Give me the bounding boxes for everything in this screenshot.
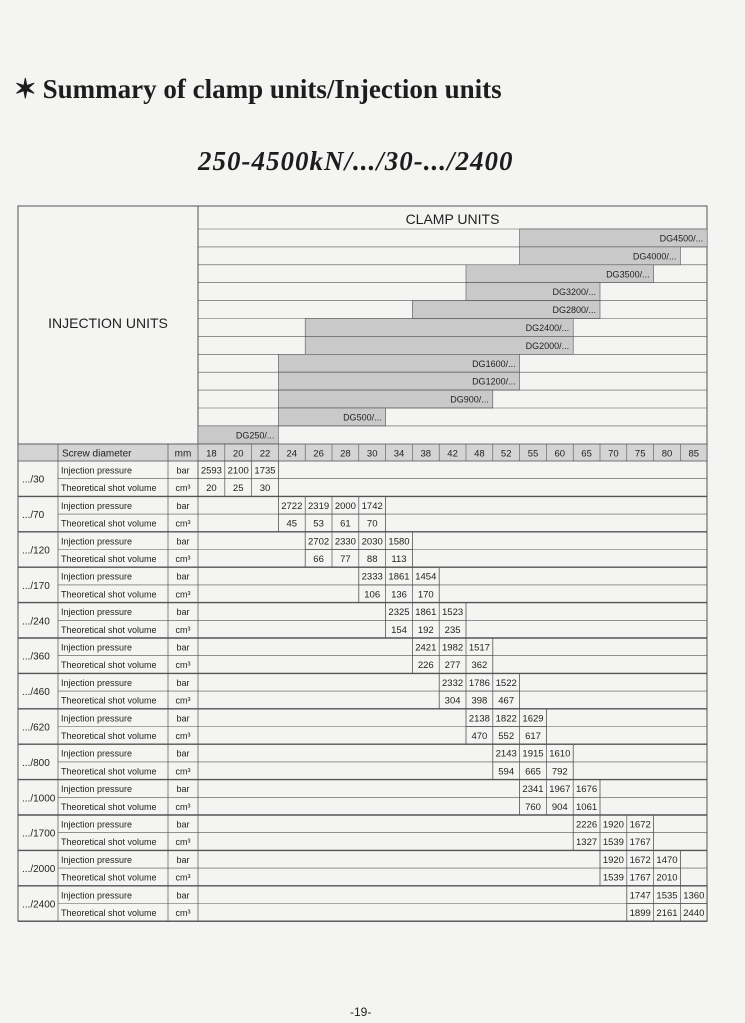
shot-volume-value: 792 [551, 766, 568, 778]
injection-pressure-value: 2000 [334, 500, 356, 512]
injection-pressure-value: 2341 [522, 784, 544, 796]
injection-pressure-value: 2100 [227, 465, 249, 477]
shot-volume-value: 77 [340, 554, 351, 565]
shot-volume-value: 2440 [683, 908, 705, 919]
shot-volume-value: 154 [391, 624, 407, 636]
injection-pressure-value: 1676 [576, 784, 598, 796]
injection-pressure-value: 1747 [629, 890, 651, 902]
injection-pressure-value: 1672 [629, 854, 651, 866]
injection-units-header: INJECTION UNITS [48, 315, 168, 331]
injection-pressure-value: 2593 [200, 465, 222, 477]
shot-volume-value: 304 [444, 695, 461, 707]
shot-volume-value: 617 [525, 731, 541, 742]
screw-diameter-value: 42 [447, 448, 458, 460]
injection-pressure-unit: bar [176, 784, 190, 795]
injection-unit-name: .../70 [22, 510, 45, 522]
injection-pressure-value: 1454 [415, 571, 437, 583]
shot-volume-label: Theoretical shot volume [61, 766, 157, 777]
injection-pressure-value: 2138 [468, 713, 490, 725]
injection-unit-name: .../800 [22, 757, 50, 769]
injection-pressure-unit: bar [176, 819, 190, 830]
injection-pressure-value: 1735 [254, 465, 276, 477]
clamp-unit-label: DG4500/... [659, 233, 704, 244]
injection-pressure-unit: bar [176, 536, 190, 547]
injection-pressure-label: Injection pressure [61, 571, 133, 582]
injection-pressure-value: 2319 [308, 500, 330, 512]
injection-pressure-label: Injection pressure [61, 854, 133, 865]
injection-pressure-value: 2332 [442, 677, 464, 689]
shot-volume-value: 53 [313, 518, 324, 530]
shot-volume-value: 235 [444, 624, 461, 636]
shot-volume-label: Theoretical shot volume [61, 872, 157, 883]
injection-pressure-value: 1360 [683, 890, 705, 902]
clamp-unit-label: DG3200/... [552, 287, 596, 298]
shot-volume-unit: cm³ [175, 837, 191, 848]
injection-pressure-unit: bar [176, 713, 190, 724]
injection-pressure-unit: bar [176, 571, 190, 582]
injection-pressure-label: Injection pressure [61, 465, 133, 476]
shot-volume-unit: cm³ [175, 872, 191, 883]
injection-unit-name: .../460 [22, 687, 50, 699]
shot-volume-value: 1539 [602, 872, 624, 884]
injection-pressure-value: 1742 [361, 500, 383, 512]
injection-pressure-label: Injection pressure [61, 819, 133, 830]
shot-volume-value: 1767 [629, 837, 651, 849]
shot-volume-value: 277 [444, 660, 461, 672]
shot-volume-unit: cm³ [175, 695, 191, 706]
injection-pressure-value: 1822 [495, 713, 517, 725]
screw-diameter-value: 52 [500, 448, 512, 460]
injection-pressure-value: 1920 [602, 819, 624, 831]
injection-pressure-label: Injection pressure [61, 713, 133, 724]
screw-diameter-label: Screw diameter [62, 448, 132, 460]
injection-pressure-value: 2421 [415, 642, 437, 654]
injection-unit-name: .../2400 [22, 899, 56, 911]
shot-volume-unit: cm³ [175, 483, 191, 494]
injection-pressure-value: 1861 [415, 607, 437, 619]
shot-volume-label: Theoretical shot volume [61, 908, 157, 918]
shot-volume-label: Theoretical shot volume [61, 837, 157, 848]
shot-volume-value: 192 [417, 624, 434, 636]
shot-volume-unit: cm³ [175, 908, 191, 918]
screw-diameter-value: 30 [366, 448, 378, 460]
screw-diameter-value: 24 [286, 448, 298, 460]
shot-volume-label: Theoretical shot volume [61, 554, 157, 564]
screw-diameter-value: 60 [554, 448, 566, 460]
shot-volume-value: 904 [551, 801, 568, 813]
shot-volume-unit: cm³ [175, 801, 191, 812]
clamp-unit-label: DG3500/... [606, 269, 650, 280]
screw-diameter-value: 20 [232, 448, 244, 460]
clamp-unit-label: DG250/... [235, 430, 275, 441]
injection-pressure-unit: bar [176, 642, 190, 653]
shot-volume-value: 398 [471, 695, 488, 707]
injection-unit-name: .../360 [22, 651, 50, 663]
injection-pressure-value: 1920 [602, 854, 624, 866]
injection-pressure-unit: bar [176, 465, 190, 476]
screw-diameter-value: 85 [688, 448, 700, 460]
shot-volume-value: 552 [498, 731, 515, 742]
injection-unit-name: .../120 [22, 545, 50, 557]
injection-pressure-value: 1610 [549, 748, 571, 760]
clamp-unit-label: DG2800/... [552, 305, 596, 316]
shot-volume-label: Theoretical shot volume [61, 660, 157, 671]
shot-volume-value: 20 [206, 483, 217, 495]
injection-pressure-value: 1522 [495, 677, 517, 689]
shot-volume-value: 113 [391, 554, 407, 565]
shot-volume-value: 362 [471, 660, 488, 672]
injection-unit-name: .../620 [22, 722, 50, 734]
injection-pressure-unit: bar [176, 500, 190, 511]
star-icon: ✶ [14, 74, 37, 104]
screw-diameter-value: 55 [527, 448, 539, 460]
clamp-units-header: CLAMP UNITS [405, 211, 500, 227]
injection-pressure-value: 2143 [495, 748, 517, 760]
shot-volume-value: 136 [391, 589, 407, 601]
shot-volume-unit: cm³ [175, 660, 191, 671]
injection-unit-name: .../30 [22, 474, 45, 486]
shot-volume-value: 170 [417, 589, 434, 601]
page-title-text: Summary of clamp units/Injection units [42, 74, 502, 104]
shot-volume-value: 760 [525, 801, 541, 813]
injection-pressure-value: 2702 [308, 536, 330, 548]
injection-pressure-value: 1580 [388, 536, 410, 548]
shot-volume-value: 467 [498, 695, 515, 707]
injection-pressure-value: 1629 [522, 713, 544, 725]
screw-diameter-value: 34 [393, 448, 405, 460]
injection-pressure-unit: bar [176, 854, 190, 865]
shot-volume-value: 2161 [656, 908, 678, 919]
shot-volume-label: Theoretical shot volume [61, 589, 157, 600]
injection-pressure-value: 1786 [468, 677, 490, 689]
injection-pressure-value: 1535 [656, 890, 678, 902]
shot-volume-value: 1061 [576, 801, 598, 813]
shot-volume-value: 30 [259, 483, 271, 495]
screw-diameter-value: 70 [608, 448, 619, 460]
clamp-unit-label: DG1200/... [472, 376, 516, 387]
shot-volume-value: 45 [286, 518, 298, 530]
injection-pressure-label: Injection pressure [61, 536, 133, 547]
injection-pressure-value: 1861 [388, 571, 410, 583]
shot-volume-value: 1539 [602, 837, 624, 849]
injection-pressure-value: 2333 [361, 571, 383, 583]
screw-diameter-value: 18 [206, 448, 217, 460]
shot-volume-unit: cm³ [175, 731, 191, 741]
shot-volume-label: Theoretical shot volume [61, 731, 157, 741]
injection-pressure-value: 1517 [468, 642, 490, 654]
screw-diameter-value: 65 [581, 448, 592, 460]
injection-pressure-value: 1470 [656, 854, 678, 866]
shot-volume-value: 1767 [629, 872, 651, 884]
shot-volume-value: 226 [417, 660, 434, 672]
shot-volume-value: 1327 [576, 837, 598, 849]
clamp-unit-label: DG900/... [450, 394, 489, 405]
injection-pressure-unit: bar [176, 890, 190, 901]
shot-volume-label: Theoretical shot volume [61, 518, 157, 529]
injection-pressure-unit: bar [176, 677, 190, 688]
screw-diameter-value: 48 [474, 448, 485, 460]
clamp-unit-label: DG2400/... [525, 323, 570, 333]
injection-unit-name: .../2000 [22, 864, 56, 876]
injection-unit-name: .../170 [22, 580, 50, 592]
shot-volume-unit: cm³ [175, 766, 191, 777]
shot-volume-value: 106 [364, 589, 381, 601]
shot-volume-value: 66 [313, 554, 324, 565]
shot-volume-value: 594 [498, 766, 515, 778]
shot-volume-label: Theoretical shot volume [61, 483, 157, 494]
screw-diameter-value: 22 [259, 448, 271, 460]
injection-pressure-label: Injection pressure [61, 500, 133, 511]
clamp-unit-label: DG2000/... [525, 340, 570, 351]
shot-volume-unit: cm³ [175, 554, 191, 564]
injection-unit-name: .../1000 [22, 793, 56, 805]
injection-pressure-value: 2722 [281, 500, 303, 512]
shot-volume-value: 2010 [656, 872, 678, 884]
injection-pressure-value: 2226 [576, 819, 598, 831]
injection-pressure-value: 1982 [442, 642, 464, 654]
shot-volume-value: 25 [232, 483, 244, 495]
injection-pressure-label: Injection pressure [61, 748, 133, 759]
shot-volume-unit: cm³ [175, 624, 191, 635]
injection-pressure-label: Injection pressure [61, 642, 133, 653]
shot-volume-value: 88 [366, 554, 378, 565]
shot-volume-value: 1899 [629, 908, 651, 919]
screw-diameter-value: 26 [313, 448, 324, 460]
shot-volume-unit: cm³ [175, 589, 191, 600]
shot-volume-value: 665 [525, 766, 541, 778]
injection-pressure-value: 1523 [442, 607, 464, 619]
shot-volume-value: 61 [340, 518, 351, 530]
injection-unit-name: .../240 [22, 616, 50, 628]
shot-volume-label: Theoretical shot volume [61, 695, 157, 706]
clamp-unit-label: DG4000/... [632, 251, 677, 262]
injection-pressure-label: Injection pressure [61, 607, 133, 618]
shot-volume-label: Theoretical shot volume [61, 624, 157, 635]
injection-pressure-value: 2030 [361, 536, 383, 548]
clamp-unit-label: DG1600/... [472, 358, 516, 369]
injection-pressure-value: 2330 [334, 536, 356, 548]
screw-diameter-value: 75 [634, 448, 646, 460]
page-subtitle: 250-4500kN/.../30-.../2400 [198, 146, 514, 176]
injection-pressure-unit: bar [176, 607, 190, 618]
injection-pressure-value: 1915 [522, 748, 544, 760]
screw-diameter-value: 28 [340, 448, 351, 460]
injection-pressure-label: Injection pressure [61, 784, 133, 795]
screw-diameter-value: 80 [661, 448, 673, 460]
injection-pressure-value: 1967 [549, 784, 571, 796]
shot-volume-label: Theoretical shot volume [61, 801, 157, 812]
screw-diameter-value: 38 [420, 448, 432, 460]
page-number: -19- [350, 1005, 372, 1019]
injection-pressure-label: Injection pressure [61, 677, 133, 688]
injection-unit-name: .../1700 [22, 828, 56, 840]
injection-pressure-label: Injection pressure [61, 890, 133, 901]
screw-diameter-unit: mm [174, 448, 192, 460]
shot-volume-value: 470 [471, 731, 488, 742]
shot-volume-value: 70 [366, 518, 378, 530]
injection-pressure-unit: bar [176, 748, 190, 759]
clamp-unit-label: DG500/... [343, 412, 382, 423]
injection-pressure-value: 1672 [629, 819, 651, 831]
injection-pressure-value: 2325 [388, 607, 410, 619]
shot-volume-unit: cm³ [175, 518, 191, 529]
